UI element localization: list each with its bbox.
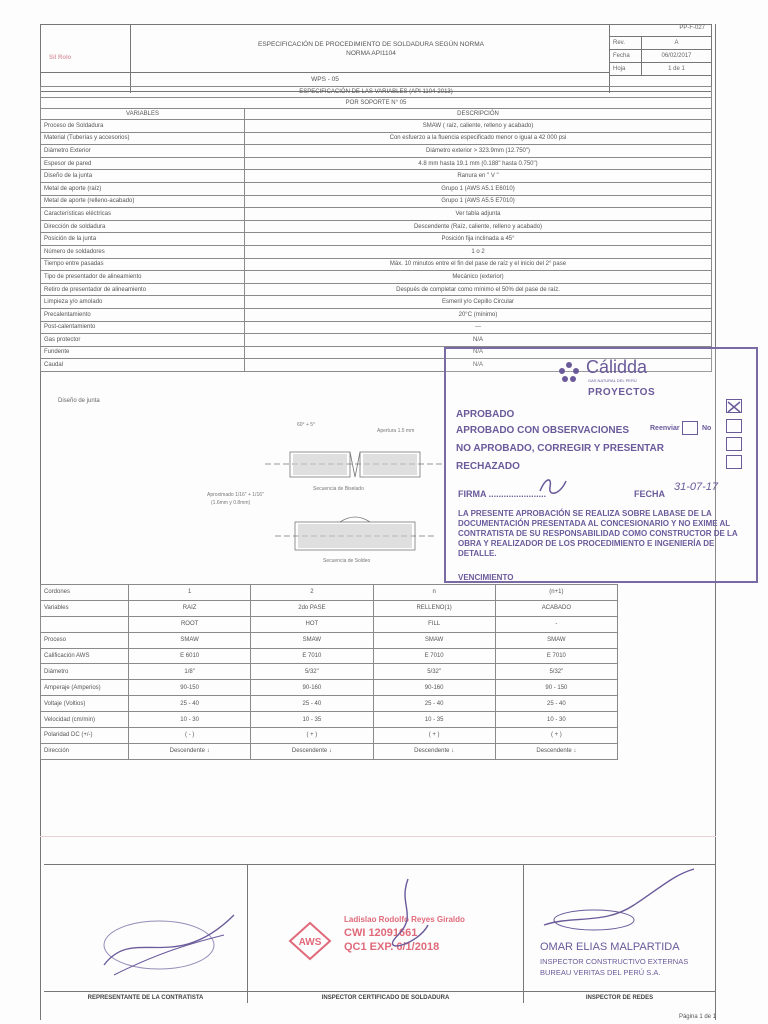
table-row (41, 585, 618, 601)
status-aprobado: APROBADO (456, 409, 515, 420)
signature-contratista (44, 865, 248, 1003)
signature-inspector-redes (524, 865, 716, 1003)
var-name: Posición de la junta (41, 233, 245, 246)
fecha-value: 06/02/2017 (661, 53, 692, 59)
checkbox-aprobado-obs[interactable] (726, 419, 742, 433)
signature-block (44, 864, 716, 1002)
var-name: Características eléctricas (41, 208, 245, 221)
pass-cell: SMAW (373, 632, 495, 648)
var-name: Diámetro Exterior (41, 145, 245, 158)
contratista-seal (94, 905, 244, 985)
pass-cell: 1 (129, 585, 251, 601)
pass-label: Cordones (41, 585, 129, 601)
var-value: 20°C (mínimo) (245, 308, 712, 321)
logo-text: Sil Rolo (49, 55, 72, 61)
table-row (41, 600, 618, 616)
pass-cell: E 7010 (495, 648, 617, 664)
table-row (41, 680, 618, 696)
approx-label: Aproximado 1/16" + 1/16" (207, 492, 264, 498)
pass-cell: ( + ) (373, 728, 495, 744)
pass-cell: 90-160 (373, 680, 495, 696)
joint-drawing (205, 412, 445, 572)
calidda-logo: Cálidda (586, 357, 648, 377)
fecha-label: FECHA (634, 489, 665, 499)
var-value: --- (245, 321, 712, 334)
table-row (41, 258, 712, 271)
var-value: SMAW ( raíz, caliente, relleno y acabado) (245, 120, 712, 133)
pass-label: Proceso (41, 632, 129, 648)
bevel-groove (350, 452, 360, 477)
pass-cell: Descendente ↓ (129, 743, 251, 759)
var-value: 1 o 2 (245, 245, 712, 258)
pass-cell: 1/8" (129, 664, 251, 680)
pass-cell: 25 - 40 (495, 696, 617, 712)
table-row (41, 208, 712, 221)
fecha-label: Fecha (610, 50, 642, 62)
table-row (41, 616, 618, 632)
var-value: Ranura en " V " (245, 170, 712, 183)
pass-cell: Descendente ↓ (495, 743, 617, 759)
var-name: Diseño de la junta (41, 170, 245, 183)
table-row (41, 170, 712, 183)
table-row (41, 132, 712, 145)
hoja-label: Hoja (610, 63, 642, 75)
var-value: Diámetro exterior > 323.9mm (12.750") (245, 145, 712, 158)
var-name: Precalentamiento (41, 308, 245, 321)
pass-cell: ( + ) (251, 728, 373, 744)
bevel-caption: Secuencia de Biselado (313, 486, 364, 492)
pass-cell: 5/32" (251, 664, 373, 680)
table-row (41, 296, 712, 309)
redes-signature (534, 865, 704, 935)
passes-table (40, 584, 618, 760)
var-name: Limpieza y/o amolado (41, 296, 245, 309)
angle-label: 60° + 5° (297, 422, 316, 428)
reenviar-checkbox[interactable] (682, 421, 698, 435)
status-aprobado-obs: APROBADO CON OBSERVACIONES (456, 425, 629, 436)
approval-disclaimer: LA PRESENTE APROBACIÓN SE REALIZA SOBRE LABASE DE LA DOCUMENTACIÓN PRESENTADA AL CONCESIONARIO Y NO EXIME AL CONTRATISTA DE SU RESPONSABILIDAD COMO CONSTRUCTOR DE LA OBRA Y REALIZADOR DE LOS PROCEDIMIENTO E INGENIERÍA DE DETALLE. (458, 509, 738, 558)
pass-cell: SMAW (129, 632, 251, 648)
pass-cell: 5/32" (495, 664, 617, 680)
aws-inspector-name: Ladislao Rodolfo Reyes Giraldo (344, 915, 465, 924)
form-code: PP-F-027 (610, 25, 711, 37)
var-value: N/A (245, 359, 712, 372)
var-name: Fundente (41, 346, 245, 359)
pass-cell: 10 - 30 (495, 712, 617, 728)
checkbox-no-aprobado[interactable] (726, 437, 742, 451)
var-value: 4.8 mm hasta 19.1 mm (0.188" hasta 0.750") (245, 157, 712, 170)
var-value: Después de completar como mínimo el 50% del pase de raíz. (245, 283, 712, 296)
var-name: Espesor de pared (41, 157, 245, 170)
pass-cell: Descendente ↓ (373, 743, 495, 759)
table-row (41, 334, 712, 347)
pass-label: Variables (41, 600, 129, 616)
aws-logo (288, 921, 332, 961)
var-name: Número de soldadores (41, 245, 245, 258)
var-name: Dirección de soldadura (41, 220, 245, 233)
var-name: Metal de aporte (raíz) (41, 182, 245, 195)
no-label: No (702, 425, 712, 432)
apertura-label: Apertura 1.5 mm (377, 428, 415, 434)
aws-expiry: QC1 EXP. 6/1/2018 (344, 941, 440, 953)
var-name: Tiempo entre pasadas (41, 258, 245, 271)
var-name: Gas protector (41, 334, 245, 347)
pass-cell: ROOT (129, 616, 251, 632)
var-value: Mecánico (exterior) (245, 271, 712, 284)
variables-table (40, 86, 712, 372)
var-value: Posición fija inclinada a 45° (245, 233, 712, 246)
rev-value: A (674, 40, 679, 46)
inspector-redes-caption: INSPECTOR DE REDES (524, 991, 715, 1003)
pass-cell: 25 - 40 (129, 696, 251, 712)
wps-number: WPS - 05 (40, 72, 610, 86)
var-value: Esmeril y/o Cepillo Circular (245, 296, 712, 309)
pass-cell: 10 - 35 (373, 712, 495, 728)
table-row (41, 145, 712, 158)
title-line-1: ESPECIFICACIÓN DE PROCEDIMIENTO DE SOLDADURA SEGÚN NORMA (258, 41, 484, 48)
pass-cell: 90 - 150 (495, 680, 617, 696)
pass-cell: 10 - 30 (129, 712, 251, 728)
col-descripcion: DESCRIPCIÓN (245, 109, 712, 120)
pass-cell: 90-150 (129, 680, 251, 696)
pass-cell: RELLENO(1) (373, 600, 495, 616)
pass-label (41, 616, 129, 632)
inspector-cert-caption: INSPECTOR CERTIFICADO DE SOLDADURA (248, 991, 523, 1003)
pass-cell: FILL (373, 616, 495, 632)
checkmark-icon (727, 401, 741, 413)
pass-cell: - (495, 616, 617, 632)
firma-signature (536, 473, 576, 497)
contratista-caption: REPRESENTANTE DE LA CONTRATISTA (44, 991, 247, 1003)
pass-cell: 10 - 35 (251, 712, 373, 728)
var-name: Caudal (41, 359, 245, 372)
pass-cell: RAIZ (129, 600, 251, 616)
var-name: Tipo de presentador de alineamiento (41, 271, 245, 284)
firma-label: FIRMA ....................... (458, 489, 547, 499)
var-value: Grupo 1 (AWS A5.1 E6010) (245, 182, 712, 195)
title-line-2: NORMA API1104 (346, 50, 396, 57)
approx-label-2: (1.6mm y 0.8mm) (211, 500, 251, 506)
table-row (41, 245, 712, 258)
page-number: Página 1 de 1 (678, 1014, 716, 1020)
pass-cell: E 7010 (373, 648, 495, 664)
pass-cell: 25 - 40 (373, 696, 495, 712)
pass-label: Polaridad DC (+/-) (41, 728, 129, 744)
redes-inspector-title: INSPECTOR CONSTRUCTIVO EXTERNAS (540, 957, 689, 966)
signature-inspector-cert (248, 865, 524, 1003)
pass-cell: n (373, 585, 495, 601)
pass-cell: ACABADO (495, 600, 617, 616)
table-row (41, 157, 712, 170)
table-row (41, 195, 712, 208)
svg-text:AWS: AWS (298, 937, 322, 948)
redes-inspector-company: BUREAU VERITAS DEL PERÚ S.A. (540, 968, 661, 977)
pass-cell: 2do PASE (251, 600, 373, 616)
fecha-handwritten: 31-07-17 (674, 481, 719, 493)
checkbox-rechazado[interactable] (726, 455, 742, 469)
pass-cell: Descendente ↓ (251, 743, 373, 759)
table-row (41, 308, 712, 321)
checkbox-aprobado[interactable] (726, 399, 742, 413)
plate-hatch-right (363, 454, 417, 475)
pass-label: Calificación AWS (41, 648, 129, 664)
table-row (41, 220, 712, 233)
var-value: Con esfuerzo a la fluencia especificado menor o igual a 42 000 psi (245, 132, 712, 145)
approval-stamp (444, 347, 758, 583)
table-row (41, 233, 712, 246)
table-row (41, 120, 712, 133)
table-row (41, 632, 618, 648)
var-value: N/A (245, 346, 712, 359)
calidda-subtitle: GAS NATURAL DEL PERÚ (588, 378, 637, 383)
table-row (41, 696, 618, 712)
pass-cell: E 6010 (129, 648, 251, 664)
weld-caption: Secuencia de Soldeo (323, 558, 371, 564)
pass-cell: 90-160 (251, 680, 373, 696)
flower-icon (556, 359, 582, 385)
vencimiento-label: VENCIMIENTO (458, 573, 514, 582)
pass-cell: ( + ) (495, 728, 617, 744)
aws-cwi-number: CWI 12091661 (344, 927, 418, 939)
pass-cell: 5/32" (373, 664, 495, 680)
status-rechazado: RECHAZADO (456, 461, 520, 472)
var-name: Post-calentamiento (41, 321, 245, 334)
weld-cap (340, 517, 370, 522)
plate-hatch-left (293, 454, 347, 475)
inspector-signature (378, 875, 438, 955)
var-value: Ver tabla adjunta (245, 208, 712, 221)
table-row (41, 728, 618, 744)
soporte-title: POR SOPORTE N° 05 (41, 98, 712, 109)
pass-cell: ( - ) (129, 728, 251, 744)
var-name: Metal de aporte (relleno-acabado) (41, 195, 245, 208)
pass-cell: HOT (251, 616, 373, 632)
table-row (41, 182, 712, 195)
table-row (41, 271, 712, 284)
joint-design-label: Diseño de junta (58, 398, 100, 404)
pass-cell: (n+1) (495, 585, 617, 601)
pass-label: Voltaje (Voltios) (41, 696, 129, 712)
proyectos-title: PROYECTOS (588, 387, 656, 398)
var-name: Retiro de presentador de alineamiento (41, 283, 245, 296)
var-value: Máx. 10 minutos entre el fin del pase de raíz y el inicio del 2° pase (245, 258, 712, 271)
rev-label: Rev. (610, 37, 642, 49)
pass-label: Dirección (41, 743, 129, 759)
revision-block (609, 25, 711, 93)
weld-hatch (298, 524, 412, 548)
table-row (41, 321, 712, 334)
var-name: Material (Tuberías y accesorios) (41, 132, 245, 145)
var-value: N/A (245, 334, 712, 347)
redes-inspector-name: OMAR ELIAS MALPARTIDA (540, 941, 680, 953)
pass-cell: 25 - 40 (251, 696, 373, 712)
pass-label: Amperaje (Amperios) (41, 680, 129, 696)
pass-label: Diámetro (41, 664, 129, 680)
table-row (41, 664, 618, 680)
table-row (41, 712, 618, 728)
var-name: Proceso de Soldadura (41, 120, 245, 133)
divider (40, 836, 716, 837)
var-value: Grupo 1 (AWS A5.5 E7010) (245, 195, 712, 208)
reenviar-label: Reenviar (650, 425, 680, 432)
pass-cell: E 7010 (251, 648, 373, 664)
hoja-value: 1 de 1 (668, 66, 685, 72)
spec-title: ESPECIFICACIÓN DE LAS VARIABLES (API 1104-2013) (41, 87, 712, 98)
pass-cell: 2 (251, 585, 373, 601)
pass-cell: SMAW (495, 632, 617, 648)
var-value: Descendente (Raíz, caliente, relleno y acabado) (245, 220, 712, 233)
table-row (41, 743, 618, 759)
table-row (41, 283, 712, 296)
pass-cell: SMAW (251, 632, 373, 648)
pass-label: Velocidad (cm/min) (41, 712, 129, 728)
col-variables: VARIABLES (41, 109, 245, 120)
table-row (41, 648, 618, 664)
status-no-aprobado: NO APROBADO, CORREGIR Y PRESENTAR (456, 443, 664, 454)
